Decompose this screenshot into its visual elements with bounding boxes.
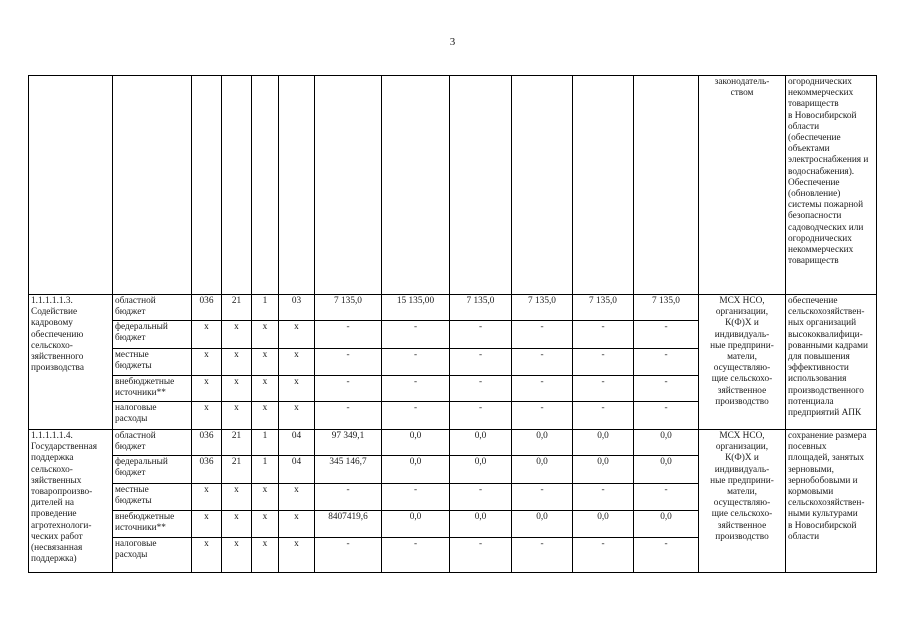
- amount-cell: 7 135,0: [512, 294, 573, 320]
- amount-cell: 0,0: [634, 456, 699, 484]
- amount-cell: 0,0: [512, 429, 573, 455]
- amount-cell: 0,0: [512, 510, 573, 537]
- amount-cell: -: [450, 321, 512, 349]
- amount-cell: -: [450, 349, 512, 375]
- amount-cell: -: [450, 484, 512, 510]
- amount-cell: 0,0: [382, 510, 450, 537]
- budget-code: х: [279, 375, 315, 401]
- amount-cell: -: [634, 375, 699, 401]
- result-cell: обеспечение сельскохозяйствен- ных организаций высококвалифици- рованными кадрами для повышения эффективности использования производственного потенциала предприятий АПК: [786, 294, 877, 429]
- budget-code: х: [192, 375, 222, 401]
- amount-cell: -: [512, 401, 573, 429]
- amount-cell: 0,0: [512, 456, 573, 484]
- amount-cell: 7 135,0: [634, 294, 699, 320]
- budget-code: х: [279, 349, 315, 375]
- amount-cell: -: [512, 375, 573, 401]
- budget-code: 036: [192, 429, 222, 455]
- budget-code: х: [192, 349, 222, 375]
- amount-cell: -: [634, 321, 699, 349]
- funding-source: налоговые расходы: [113, 537, 192, 572]
- amount-cell: 0,0: [573, 429, 634, 455]
- amount-cell: -: [573, 321, 634, 349]
- amount-cell: -: [382, 321, 450, 349]
- amount-cell: -: [315, 349, 382, 375]
- amount-cell: 0,0: [634, 429, 699, 455]
- funding-source: федеральный бюджет: [113, 321, 192, 349]
- amount-cell: 0,0: [382, 456, 450, 484]
- budget-code: 1: [252, 429, 279, 455]
- budget-code: х: [192, 484, 222, 510]
- budget-code: х: [222, 510, 252, 537]
- amount-cell: -: [315, 537, 382, 572]
- amount-cell: -: [450, 375, 512, 401]
- funding-source: областной бюджет: [113, 429, 192, 455]
- budget-code: х: [252, 321, 279, 349]
- funding-source: местные бюджеты: [113, 349, 192, 375]
- amount-cell: -: [315, 375, 382, 401]
- budget-code: 04: [279, 429, 315, 455]
- amount-cell: 97 349,1: [315, 429, 382, 455]
- measure-title: 1.1.1.1.1.4. Государственная поддержка сельскохо- зяйственных товаропроизво- дителей на проведение агротехнологи- ческих работ (несвязанная поддержка): [29, 429, 113, 572]
- amount-cell: 0,0: [450, 456, 512, 484]
- amount-cell: 7 135,0: [573, 294, 634, 320]
- budget-code: х: [222, 349, 252, 375]
- budget-code: х: [222, 401, 252, 429]
- budget-code: 036: [192, 294, 222, 320]
- amount-cell: -: [315, 321, 382, 349]
- amount-cell: 0,0: [382, 429, 450, 455]
- budget-code: х: [222, 321, 252, 349]
- budget-code: х: [192, 401, 222, 429]
- table-row: [29, 294, 877, 320]
- budget-code: х: [192, 321, 222, 349]
- amount-cell: 0,0: [450, 510, 512, 537]
- budget-code: х: [222, 484, 252, 510]
- executor-cell: МСХ НСО, организации, К(Ф)Х и индивидуаль- ные предприни- матели, осуществляю- щие сельскохо- зяйственное производство: [699, 294, 786, 429]
- funding-source: налоговые расходы: [113, 401, 192, 429]
- amount-cell: 7 135,0: [450, 294, 512, 320]
- result-cell: огороднических некоммерческих товариществ в Новосибирской области (обеспечение объектами электроснабжения и водоснабжения). Обеспечение (обновление) системы пожарной безопасности садоводческих или огороднических некоммерческих товариществ: [786, 76, 877, 295]
- table-row: [29, 76, 877, 295]
- budget-code: х: [279, 321, 315, 349]
- amount-cell: -: [450, 537, 512, 572]
- amount-cell: -: [573, 349, 634, 375]
- amount-cell: -: [450, 401, 512, 429]
- amount-cell: 15 135,00: [382, 294, 450, 320]
- amount-cell: -: [315, 401, 382, 429]
- executor-cell: законодатель- ством: [699, 76, 786, 295]
- amount-cell: -: [382, 375, 450, 401]
- amount-cell: -: [382, 484, 450, 510]
- amount-cell: -: [512, 349, 573, 375]
- budget-code: 21: [222, 429, 252, 455]
- budget-code: 21: [222, 294, 252, 320]
- funding-source: федеральный бюджет: [113, 456, 192, 484]
- amount-cell: -: [634, 349, 699, 375]
- amount-cell: -: [382, 401, 450, 429]
- budget-code: 21: [222, 456, 252, 484]
- amount-cell: -: [634, 484, 699, 510]
- budget-code: х: [279, 537, 315, 572]
- amount-cell: 0,0: [634, 510, 699, 537]
- page-number: 3: [449, 36, 456, 48]
- funding-source: местные бюджеты: [113, 484, 192, 510]
- funding-source: областной бюджет: [113, 294, 192, 320]
- budget-code: 1: [252, 294, 279, 320]
- amount-cell: 345 146,7: [315, 456, 382, 484]
- budget-code: х: [252, 484, 279, 510]
- executor-cell: МСХ НСО, организации, К(Ф)Х и индивидуаль- ные предприни- матели, осуществляю- щие сельскохо- зяйственное производство: [699, 429, 786, 572]
- budget-code: х: [192, 537, 222, 572]
- budget-code: 03: [279, 294, 315, 320]
- budget-code: х: [252, 537, 279, 572]
- budget-code: х: [252, 401, 279, 429]
- program-table: [28, 75, 877, 573]
- budget-code: х: [222, 537, 252, 572]
- amount-cell: -: [634, 537, 699, 572]
- amount-cell: -: [382, 537, 450, 572]
- budget-code: х: [252, 349, 279, 375]
- amount-cell: -: [315, 484, 382, 510]
- amount-cell: -: [382, 349, 450, 375]
- amount-cell: -: [512, 537, 573, 572]
- funding-source: внебюджетные источники**: [113, 510, 192, 537]
- amount-cell: 7 135,0: [315, 294, 382, 320]
- amount-cell: -: [573, 537, 634, 572]
- amount-cell: 0,0: [450, 429, 512, 455]
- budget-code: х: [192, 510, 222, 537]
- amount-cell: -: [634, 401, 699, 429]
- budget-code: х: [252, 510, 279, 537]
- amount-cell: -: [573, 484, 634, 510]
- table-row: [29, 429, 877, 455]
- amount-cell: 0,0: [573, 510, 634, 537]
- budget-code: 04: [279, 456, 315, 484]
- amount-cell: 0,0: [573, 456, 634, 484]
- result-cell: сохранение размера посевных площадей, занятых зерновыми, зернобобовыми и кормовыми сельскохозяйствен- ными культурами в Новосибирской области: [786, 429, 877, 572]
- funding-source: внебюджетные источники**: [113, 375, 192, 401]
- amount-cell: 8407419,6: [315, 510, 382, 537]
- budget-code: х: [279, 484, 315, 510]
- amount-cell: -: [573, 375, 634, 401]
- amount-cell: -: [512, 321, 573, 349]
- measure-title: 1.1.1.1.1.3. Содействие кадровому обеспечению сельскохо- зяйственного производства: [29, 294, 113, 429]
- budget-code: х: [279, 510, 315, 537]
- budget-code: х: [279, 401, 315, 429]
- amount-cell: -: [573, 401, 634, 429]
- budget-code: 1: [252, 456, 279, 484]
- budget-code: 036: [192, 456, 222, 484]
- budget-code: х: [222, 375, 252, 401]
- amount-cell: -: [512, 484, 573, 510]
- budget-code: х: [252, 375, 279, 401]
